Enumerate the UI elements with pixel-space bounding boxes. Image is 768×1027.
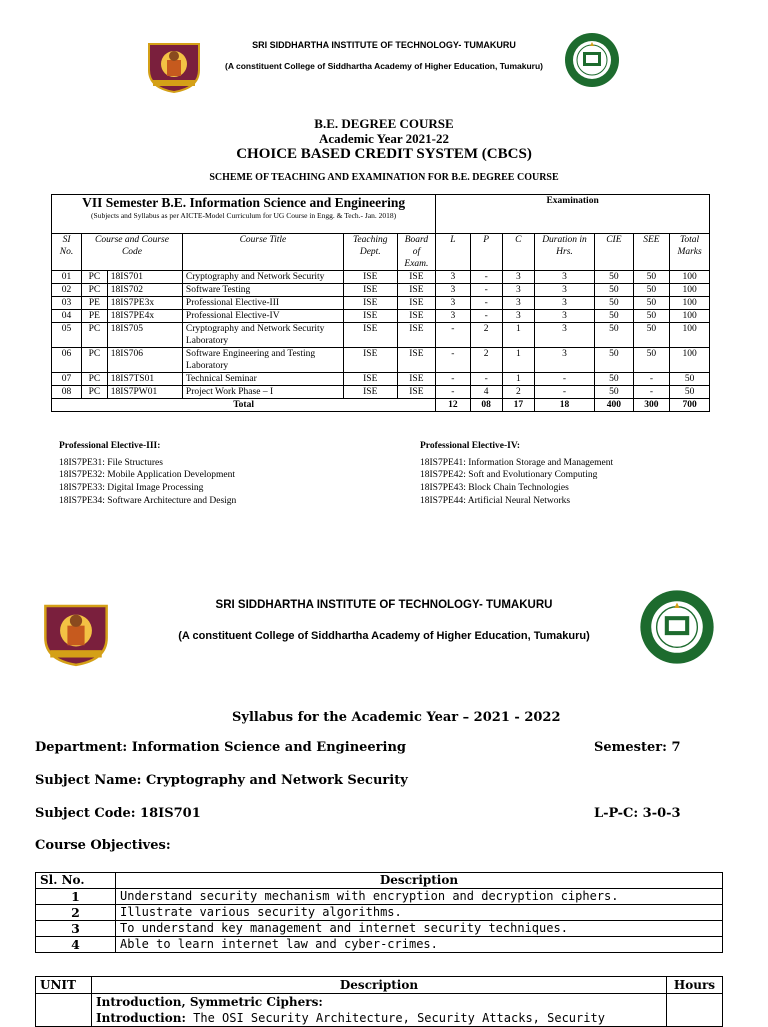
scheme-cell: - [470,373,502,386]
col-header: L [436,234,470,271]
scheme-cell: 3 [502,297,534,310]
elective-item: 18IS7PE34: Software Architecture and Design [59,495,237,506]
elective-item: 18IS7PE32: Mobile Application Development [59,470,235,481]
scheme-row [52,373,710,386]
elective-item: 18IS7PE44: Artificial Neural Networks [420,495,571,506]
scheme-cell: Technical Seminar [182,373,343,386]
scheme-cell: 50 [633,348,669,373]
scheme-cell: 50 [633,323,669,348]
scheme-cell: 2 [470,348,502,373]
scheme-cell: 05 [52,323,82,348]
scheme-cell: - [534,386,594,399]
objective-number: 1 [36,889,116,905]
objective-description: Illustrate various security algorithms. [116,905,723,921]
total-l: 12 [436,399,470,412]
scheme-cell: Software Testing [182,284,343,297]
scheme-cell: 03 [52,297,82,310]
scheme-cell: 3 [534,310,594,323]
subject-code-line: Subject Code: 18IS701 [35,806,201,821]
objective-description: Understand security mechanism with encryption and decryption ciphers. [116,889,723,905]
col-header: Total Marks [670,234,710,271]
scheme-cell: 50 [595,323,634,348]
scheme-cell: 50 [595,348,634,373]
scheme-cell: 2 [470,323,502,348]
scheme-cell: 1 [502,348,534,373]
scheme-cell: ISE [397,386,436,399]
scheme-row [52,386,710,399]
scheme-cell: 01 [52,271,82,284]
total-c: 17 [502,399,534,412]
col-header: Board of Exam. [397,234,436,271]
objective-row [36,921,723,937]
scheme-cell: ISE [397,323,436,348]
scheme-cell: 2 [502,386,534,399]
scheme-cell: Software Engineering and Testing Laboratory [182,348,343,373]
elective-item: 18IS7PE31: File Structures [59,457,163,468]
objectives-label: Course Objectives: [35,838,171,853]
college-logo-left-2 [38,598,114,673]
scheme-cell: 50 [633,271,669,284]
objective-row [36,905,723,921]
scheme-cell: 3 [534,271,594,284]
scheme-cell: PE [82,310,108,323]
scheme-cell: ISE [343,310,397,323]
scheme-cell: 3 [502,310,534,323]
col-header: Course Title [182,234,343,271]
scheme-cell: 100 [670,348,710,373]
col-header: Course and Course Code [82,234,183,271]
scheme-cell: 50 [595,310,634,323]
scheme-cell: 4 [470,386,502,399]
scheme-cell: 50 [633,284,669,297]
scheme-cell: Cryptography and Network Security [182,271,343,284]
scheme-cell: 3 [534,348,594,373]
unit-intro-label: Introduction: [96,1011,186,1025]
col-header: Duration in Hrs. [534,234,594,271]
scheme-cell: 3 [436,297,470,310]
elective-4-title: Professional Elective-IV: [420,441,521,451]
scheme-cell: ISE [397,373,436,386]
scheme-cell: 3 [436,284,470,297]
scheme-cell: ISE [397,297,436,310]
units-header-desc: Description [92,977,667,994]
objective-number: 2 [36,905,116,921]
scheme-cell: ISE [397,271,436,284]
unit-number-cell [36,994,92,1027]
cbcs-title: CHOICE BASED CREDIT SYSTEM (CBCS) [236,146,532,162]
unit-description [92,994,667,1027]
scheme-cell: ISE [343,297,397,310]
scheme-table [51,194,710,412]
total-p: 08 [470,399,502,412]
institute-name-1: SRI SIDDHARTHA INSTITUTE OF TECHNOLOGY- TUMAKURU [252,40,516,50]
academic-year: Academic Year 2021-22 [319,131,449,146]
scheme-cell: Professional Elective-IV [182,310,343,323]
scheme-cell: 18IS705 [107,323,182,348]
constituent-line-2: (A constituent College of Siddhartha Academy of Higher Education, Tumakuru) [178,630,590,642]
objective-row [36,889,723,905]
objective-number: 4 [36,937,116,953]
scheme-cell: 100 [670,310,710,323]
objective-description: To understand key management and internet security techniques. [116,921,723,937]
scheme-cell: 18IS7PE3x [107,297,182,310]
scheme-cell: 100 [670,323,710,348]
col-header: CIE [595,234,634,271]
institute-name-2: SRI SIDDHARTHA INSTITUTE OF TECHNOLOGY- TUMAKURU [215,599,553,611]
scheme-cell: 02 [52,284,82,297]
scheme-cell: 50 [595,373,634,386]
scheme-cell: 3 [436,310,470,323]
scheme-cell: 07 [52,373,82,386]
scheme-cell: 50 [595,271,634,284]
scheme-cell: 50 [595,284,634,297]
scheme-cell: 18IS7TS01 [107,373,182,386]
unit-intro-text: The OSI Security Architecture, Security Attacks, Security [185,1011,605,1025]
scheme-cell: - [436,386,470,399]
scheme-cell: 18IS702 [107,284,182,297]
objectives-table [35,872,723,953]
scheme-cell: - [633,386,669,399]
scheme-cell: ISE [397,348,436,373]
scheme-cell: 18IS706 [107,348,182,373]
syllabus-title: Syllabus for the Academic Year – 2021 - 2022 [232,710,561,725]
unit-heading: Introduction, Symmetric Ciphers: [96,995,323,1009]
scheme-cell: 3 [502,284,534,297]
scheme-cell: PC [82,348,108,373]
scheme-cell: ISE [343,271,397,284]
scheme-cell: Professional Elective-III [182,297,343,310]
scheme-cell: - [436,373,470,386]
scheme-cell: - [470,297,502,310]
col-header: Teaching Dept. [343,234,397,271]
semester-line: Semester: 7 [594,740,681,755]
subject-name-line: Subject Name: Cryptography and Network Security [35,773,408,788]
scheme-cell: - [534,373,594,386]
elective-item: 18IS7PE33: Digital Image Processing [59,483,204,494]
scheme-row [52,284,710,297]
scheme-cell: ISE [397,310,436,323]
scheme-cell: ISE [343,284,397,297]
scheme-cell: PC [82,386,108,399]
scheme-cell: 18IS7PW01 [107,386,182,399]
scheme-cell: 1 [502,323,534,348]
scheme-cell: Cryptography and Network Security Laboratory [182,323,343,348]
scheme-cell: 18IS701 [107,271,182,284]
constituent-line-1: (A constituent College of Siddhartha Academy of Higher Education, Tumakuru) [225,61,543,71]
scheme-row [52,297,710,310]
department-line: Department: Information Science and Engineering [35,740,407,755]
scheme-cell: 06 [52,348,82,373]
scheme-cell: PE [82,297,108,310]
total-label: Total [52,399,436,412]
scheme-cell: 3 [534,284,594,297]
scheme-cell: PC [82,284,108,297]
scheme-cell: ISE [397,284,436,297]
scheme-cell: 50 [633,310,669,323]
total-marks: 700 [670,399,710,412]
examination-header: Examination [436,195,710,234]
scheme-cell: 50 [670,386,710,399]
scheme-cell: 50 [670,373,710,386]
semester-subtitle: (Subjects and Syllabus as per AICTE-Model Curriculum for UG Course in Engg. & Tech.- Jan. 2018) [91,211,397,220]
objectives-header-desc: Description [116,873,723,889]
scheme-cell: 50 [633,297,669,310]
elective-item: 18IS7PE42: Soft and Evolutionary Computing [420,470,598,481]
scheme-cell: 100 [670,271,710,284]
units-header-hours: Hours [667,977,723,994]
unit-hours-cell [667,994,723,1027]
scheme-cell: - [436,323,470,348]
elective-3-block [59,440,389,508]
scheme-cell: ISE [343,386,397,399]
objective-row [36,937,723,953]
objective-number: 3 [36,921,116,937]
scheme-cell: ISE [343,323,397,348]
university-seal-right [564,32,620,93]
scheme-cell: ISE [343,348,397,373]
scheme-cell: - [470,271,502,284]
scheme-cell: 04 [52,310,82,323]
total-see: 300 [633,399,669,412]
scheme-cell: - [633,373,669,386]
scheme-cell: - [470,284,502,297]
scheme-cell: 50 [595,297,634,310]
elective-item: 18IS7PE41: Information Storage and Management [420,457,614,468]
scheme-cell: 50 [595,386,634,399]
scheme-cell: 08 [52,386,82,399]
scheme-cell: - [436,348,470,373]
scheme-cell: PC [82,271,108,284]
scheme-cell: 18IS7PE4x [107,310,182,323]
semester-title-cell [52,195,436,234]
col-header: SI No. [52,234,82,271]
scheme-cell: PC [82,323,108,348]
elective-3-title: Professional Elective-III: [59,441,161,451]
scheme-row [52,323,710,348]
scheme-cell: 3 [534,297,594,310]
university-seal-right-2 [639,589,715,670]
scheme-cell: 3 [534,323,594,348]
scheme-row [52,271,710,284]
total-duration: 18 [534,399,594,412]
units-table [35,976,723,1027]
total-cie: 400 [595,399,634,412]
objective-description: Able to learn internet law and cyber-crimes. [116,937,723,953]
col-header: P [470,234,502,271]
degree-title: B.E. DEGREE COURSE [314,116,454,131]
col-header: SEE [633,234,669,271]
scheme-cell: PC [82,373,108,386]
elective-4-block [420,440,750,508]
scheme-cell: - [470,310,502,323]
lpc-line: L-P-C: 3-0-3 [594,806,681,821]
col-header: C [502,234,534,271]
elective-item: 18IS7PE43: Block Chain Technologies [420,483,569,494]
scheme-cell: 100 [670,284,710,297]
scheme-cell: 100 [670,297,710,310]
scheme-title: SCHEME OF TEACHING AND EXAMINATION FOR B.E. DEGREE COURSE [209,172,559,183]
objectives-header-sl: Sl. No. [36,873,116,889]
units-header-unit: UNIT [36,977,92,994]
scheme-cell: Project Work Phase – I [182,386,343,399]
semester-title: VII Semester B.E. Information Science and Engineering [82,195,406,210]
scheme-cell: 3 [436,271,470,284]
scheme-row [52,310,710,323]
scheme-cell: ISE [343,373,397,386]
scheme-cell: 1 [502,373,534,386]
scheme-row [52,348,710,373]
scheme-cell: 3 [502,271,534,284]
